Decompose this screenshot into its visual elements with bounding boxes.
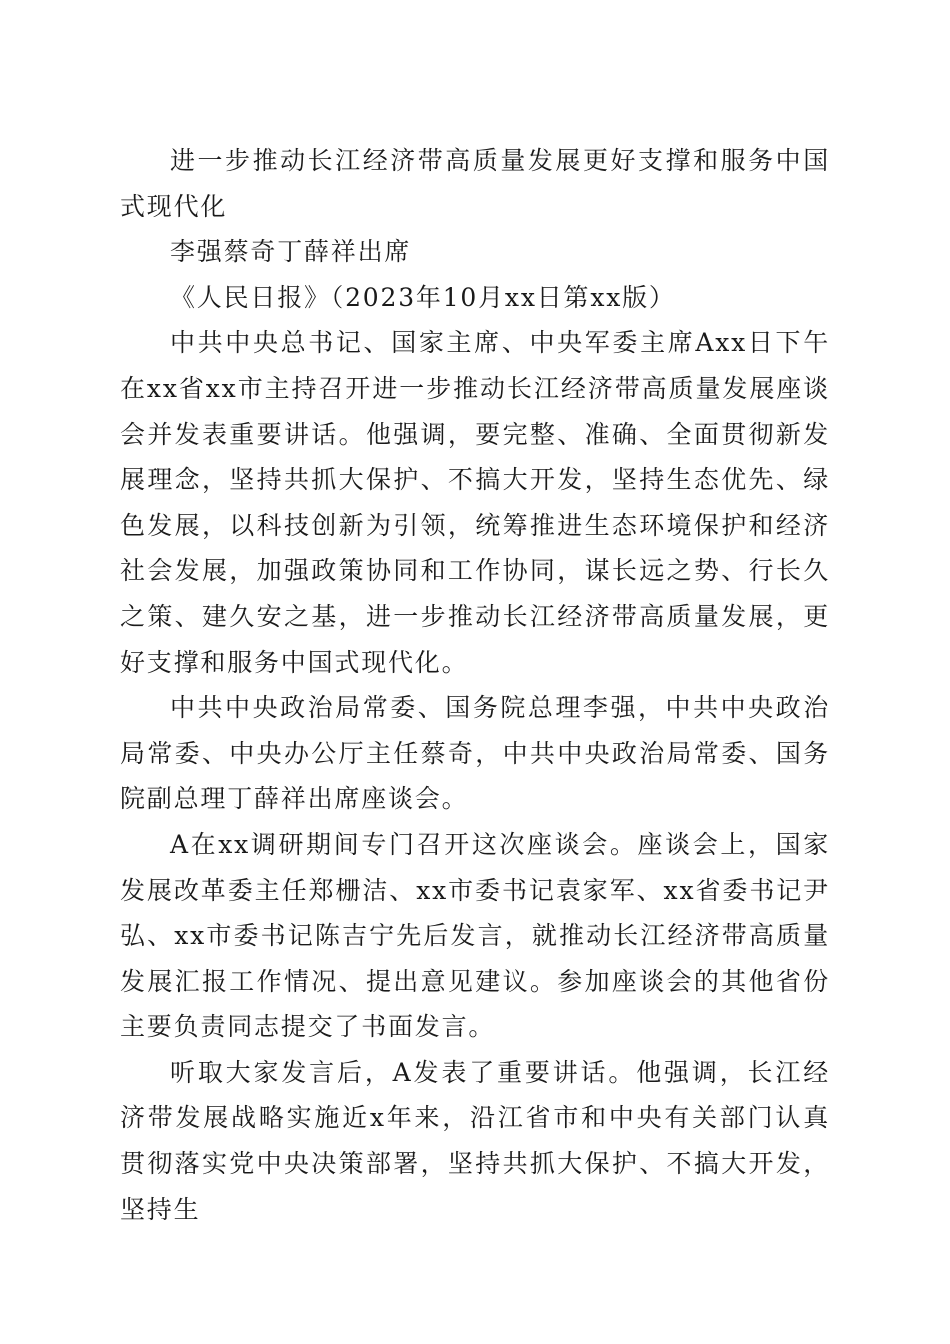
- article-subtitle: 李强蔡奇丁薛祥出席: [170, 237, 412, 267]
- document-body: [120, 138, 830, 1232]
- article-source: 《人民日报》（2023年10月xx日第xx版）: [170, 282, 676, 312]
- article-title: 进一步推动长江经济带高质量发展更好支撑和服务中国式现代化: [120, 146, 830, 221]
- paragraph-3: A在xx调研期间专门召开这次座谈会。座谈会上，国家发展改革委主任郑栅洁、xx市委书记袁家军、xx省委书记尹弘、xx市委书记陈吉宁先后发言，就推动长江经济带高质量发展汇报工作情况、提出意见建议。参加座谈会的其他省份主要负责同志提交了书面发言。: [120, 829, 830, 1042]
- paragraph-1: 中共中央总书记、国家主席、中央军委主席Axx日下午在xx省xx市主持召开进一步推动长江经济带高质量发展座谈会并发表重要讲话。他强调，要完整、准确、全面贯彻新发展理念，坚持共抓大保护、不搞大开发，坚持生态优先、绿色发展，以科技创新为引领，统筹推进生态环境保护和经济社会发展，加强政策协同和工作协同，谋长远之势、行长久之策、建久安之基，进一步推动长江经济带高质量发展，更好支撑和服务中国式现代化。: [120, 328, 830, 677]
- paragraph-4: 听取大家发言后，A发表了重要讲话。他强调，长江经济带发展战略实施近x年来，沿江省市和中央有关部门认真贯彻落实党中央决策部署，坚持共抓大保护、不搞大开发，坚持生: [120, 1057, 830, 1224]
- paragraph-2: 中共中央政治局常委、国务院总理李强，中共中央政治局常委、中央办公厅主任蔡奇，中共中央政治局常委、国务院副总理丁薛祥出席座谈会。: [120, 693, 830, 814]
